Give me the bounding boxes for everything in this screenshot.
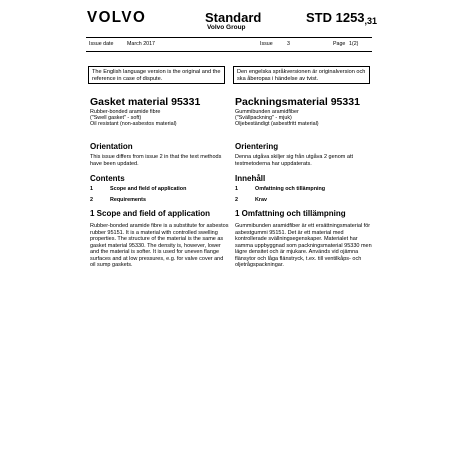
orientation-text-sv: Denna utgåva skiljer sig från utgåva 2 genom att testmetoderna har uppdaterats.: [235, 154, 354, 167]
header-rule-bottom: [86, 51, 372, 52]
notice-swedish: Den engelska språkversionen är originalversion och ska åberopas i händelse av tvist.: [233, 66, 370, 84]
title-en: Gasket material 95331: [90, 96, 201, 108]
toc-label: Omfattning och tillämpning: [255, 186, 326, 192]
toc-item-1-sv: [235, 186, 325, 193]
standard-number-main: STD 1253: [306, 10, 365, 25]
toc-item-2-en: [90, 197, 146, 204]
orientation-text-en: This issue differs from issue 2 in that the text methods have been updated.: [90, 154, 222, 167]
subtitle-en-3: Oil resistant (non-asbestos material): [90, 121, 177, 127]
contents-heading-sv: Innehåll: [235, 174, 266, 183]
subtitle-sv-3: Oljebeständigt (asbestfritt material): [235, 121, 319, 127]
document-type: Standard: [205, 10, 262, 25]
organization-name: Volvo Group: [207, 24, 246, 31]
notice-english: The English language version is the original and the reference in case of dispute.: [88, 66, 225, 84]
orientation-heading-en: Orientation: [90, 142, 133, 151]
issue-label: Issue: [260, 41, 273, 47]
title-sv: Packningsmaterial 95331: [235, 96, 360, 108]
volvo-logo: VOLVO: [87, 9, 147, 26]
toc-number: 2: [235, 197, 238, 203]
scope-text-en: Rubber-bonded aramide fibre is a substitute for asbestos rubber 95151. It is a material with controlled swelling properties. The structure of the material is the same as gasket material 95330. The density is, however, lower and the material is softer. It is used for uneven flange surfaces and at low pressures, e.g. for valve cover and oil sump gaskets.: [90, 223, 229, 269]
issue-value: 3: [287, 41, 290, 47]
toc-number: 2: [90, 197, 93, 203]
subtitle-en-1: Rubber-bonded aramide fibre: [90, 109, 161, 115]
header-rule-top: [86, 37, 372, 38]
scope-heading-en: 1 Scope and field of application: [90, 209, 211, 218]
contents-heading-en: Contents: [90, 174, 125, 183]
page-label: Page: [333, 41, 346, 47]
issue-date-label: Issue date: [89, 41, 114, 47]
subtitle-sv-2: ("Svällpackning" - mjuk): [235, 115, 292, 121]
orientation-heading-sv: Orientering: [235, 142, 279, 151]
scope-heading-sv: 1 Omfattning och tillämpning: [235, 209, 346, 218]
standard-number: [306, 11, 377, 28]
scope-text-sv: Gummibunden aramidfiber är ett ersättningsmaterial för asbestgummi 95151. Det är ett material med kontrollerade svällningsegenskaper. Materialet har samma uppbyggnad som packningsmaterial 95330 men lägre densitet och är mjukare. Används vid ojämna flänsytor och låga flänstryck, t.ex. till ventilkåps- och oljetrågspackningar.: [235, 223, 372, 269]
toc-label: Krav: [255, 197, 267, 203]
page-value: 1(2): [349, 41, 359, 47]
toc-label: Scope and field of application: [110, 186, 187, 192]
issue-date-value: March 2017: [127, 41, 155, 47]
subtitle-sv-1: Gummibunden aramidfiber: [235, 109, 299, 115]
toc-item-2-sv: [235, 197, 267, 204]
toc-item-1-en: [90, 186, 186, 193]
toc-number: 1: [235, 186, 238, 192]
subtitle-en-2: ("Swell gasket" - soft): [90, 115, 142, 121]
toc-label: Requirements: [110, 197, 146, 203]
toc-number: 1: [90, 186, 93, 192]
standard-number-suffix: ,31: [364, 16, 378, 26]
